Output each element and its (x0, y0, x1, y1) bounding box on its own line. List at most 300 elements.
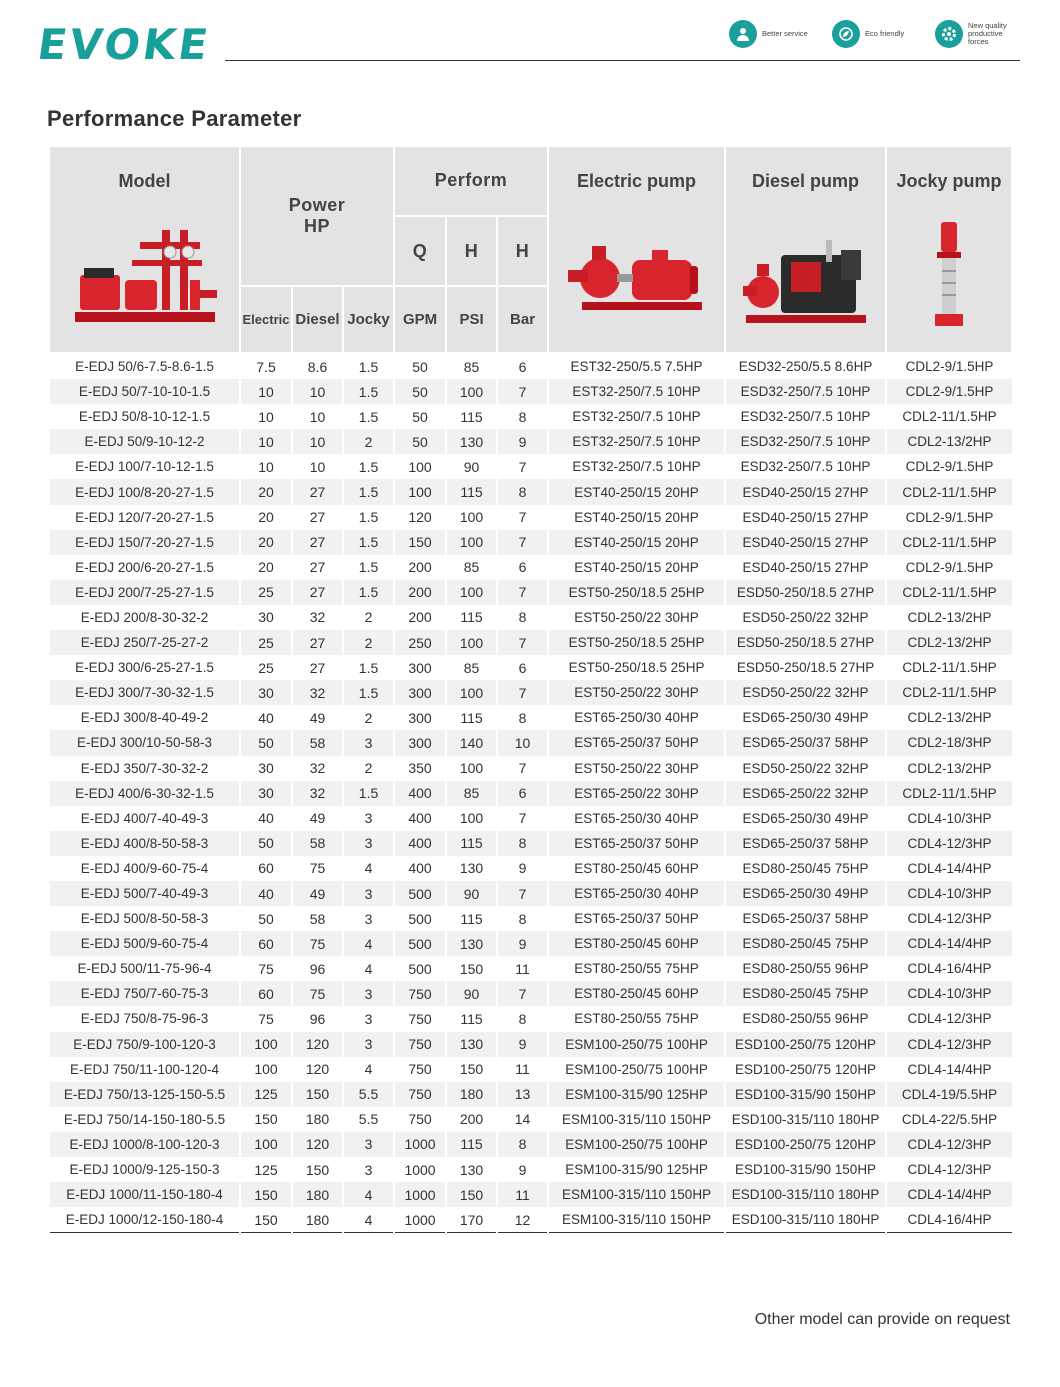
cell-jocky-pump: CDL2-13/2HP (886, 705, 1012, 730)
cell-power-electric: 60 (240, 981, 292, 1006)
cell-diesel-pump: ESD65-250/37 58HP (725, 831, 886, 856)
cell-model: E-EDJ 300/7-30-32-1.5 (49, 680, 240, 705)
cell-q-gpm: 300 (394, 655, 446, 680)
gear-icon (935, 20, 963, 48)
cell-h-bar: 9 (497, 429, 548, 454)
cell-h-bar: 8 (497, 404, 548, 429)
cell-electric-pump: ESM100-315/90 125HP (548, 1082, 725, 1107)
cell-h-psi: 130 (446, 856, 497, 881)
cell-power-jocky: 3 (343, 831, 394, 856)
cell-power-electric: 50 (240, 906, 292, 931)
cell-model: E-EDJ 300/8-40-49-2 (49, 705, 240, 730)
cell-h-psi: 180 (446, 1082, 497, 1107)
cell-q-gpm: 200 (394, 580, 446, 605)
cell-h-psi: 85 (446, 353, 497, 379)
cell-diesel-pump: ESD40-250/15 27HP (725, 505, 886, 530)
cell-power-diesel: 27 (292, 479, 343, 504)
cell-h-bar: 8 (497, 1006, 548, 1031)
cell-electric-pump: EST65-250/30 40HP (548, 806, 725, 831)
cell-power-jocky: 3 (343, 906, 394, 931)
cell-electric-pump: EST50-250/22 30HP (548, 605, 725, 630)
table-row (49, 831, 1012, 856)
cell-h-bar: 8 (497, 1132, 548, 1157)
cell-h-bar: 6 (497, 781, 548, 806)
cell-diesel-pump: ESD50-250/18.5 27HP (725, 655, 886, 680)
cell-electric-pump: EST65-250/37 50HP (548, 906, 725, 931)
cell-jocky-pump: CDL4-12/3HP (886, 831, 1012, 856)
cell-diesel-pump: ESD80-250/55 96HP (725, 1006, 886, 1031)
cell-q-gpm: 100 (394, 479, 446, 504)
cell-model: E-EDJ 750/14-150-180-5.5 (49, 1107, 240, 1132)
cell-h-bar: 7 (497, 756, 548, 781)
cell-power-diesel: 32 (292, 680, 343, 705)
cell-q-gpm: 1000 (394, 1207, 446, 1233)
cell-electric-pump: ESM100-315/110 150HP (548, 1107, 725, 1132)
cell-power-diesel: 96 (292, 956, 343, 981)
cell-jocky-pump: CDL4-12/3HP (886, 1006, 1012, 1031)
cell-power-jocky: 3 (343, 730, 394, 755)
cell-power-jocky: 4 (343, 1057, 394, 1082)
jocky-pump-image (887, 220, 1011, 330)
cell-power-electric: 20 (240, 505, 292, 530)
diesel-pump-image (726, 220, 885, 330)
header-unit-bar: Bar (497, 286, 548, 353)
cell-power-diesel: 49 (292, 806, 343, 831)
cell-model: E-EDJ 400/7-40-49-3 (49, 806, 240, 831)
cell-power-diesel: 75 (292, 931, 343, 956)
cell-power-jocky: 1.5 (343, 530, 394, 555)
table-row (49, 555, 1012, 580)
cell-diesel-pump: ESD32-250/7.5 10HP (725, 454, 886, 479)
cell-model: E-EDJ 500/7-40-49-3 (49, 881, 240, 906)
cell-diesel-pump: ESD65-250/37 58HP (725, 730, 886, 755)
cell-jocky-pump: CDL4-19/5.5HP (886, 1082, 1012, 1107)
cell-h-psi: 85 (446, 655, 497, 680)
cell-model: E-EDJ 50/7-10-10-1.5 (49, 379, 240, 404)
cell-jocky-pump: CDL4-14/4HP (886, 1057, 1012, 1082)
cell-power-electric: 40 (240, 806, 292, 831)
cell-power-diesel: 150 (292, 1157, 343, 1182)
cell-power-jocky: 2 (343, 705, 394, 730)
cell-q-gpm: 50 (394, 379, 446, 404)
cell-electric-pump: EST50-250/18.5 25HP (548, 630, 725, 655)
cell-model: E-EDJ 200/8-30-32-2 (49, 605, 240, 630)
cell-diesel-pump: ESD50-250/22 32HP (725, 680, 886, 705)
cell-electric-pump: EST50-250/18.5 25HP (548, 580, 725, 605)
cell-power-diesel: 10 (292, 454, 343, 479)
cell-electric-pump: ESM100-315/110 150HP (548, 1207, 725, 1233)
cell-power-diesel: 58 (292, 906, 343, 931)
cell-power-diesel: 10 (292, 379, 343, 404)
cell-power-jocky: 3 (343, 1032, 394, 1057)
cell-power-diesel: 32 (292, 605, 343, 630)
cell-power-jocky: 4 (343, 931, 394, 956)
cell-diesel-pump: ESD100-315/90 150HP (725, 1157, 886, 1182)
cell-model: E-EDJ 750/8-75-96-3 (49, 1006, 240, 1031)
cell-h-psi: 150 (446, 1057, 497, 1082)
table-row (49, 1182, 1012, 1207)
cell-power-jocky: 3 (343, 806, 394, 831)
cell-power-diesel: 32 (292, 781, 343, 806)
header-q: Q (394, 216, 446, 287)
cell-q-gpm: 1000 (394, 1157, 446, 1182)
cell-jocky-pump: CDL2-13/2HP (886, 756, 1012, 781)
cell-h-psi: 130 (446, 1032, 497, 1057)
header-unit-gpm: GPM (394, 286, 446, 353)
cell-h-bar: 6 (497, 555, 548, 580)
cell-diesel-pump: ESD32-250/5.5 8.6HP (725, 353, 886, 379)
cell-jocky-pump: CDL2-9/1.5HP (886, 379, 1012, 404)
header-h-bar: H (497, 216, 548, 287)
cell-q-gpm: 400 (394, 856, 446, 881)
table-row (49, 856, 1012, 881)
header-model: Model (49, 146, 240, 353)
cell-h-bar: 8 (497, 605, 548, 630)
cell-model: E-EDJ 400/9-60-75-4 (49, 856, 240, 881)
cell-electric-pump: ESM100-315/110 150HP (548, 1182, 725, 1207)
table-row (49, 1082, 1012, 1107)
cell-power-diesel: 27 (292, 580, 343, 605)
cell-model: E-EDJ 150/7-20-27-1.5 (49, 530, 240, 555)
table-row (49, 1207, 1012, 1233)
cell-h-bar: 8 (497, 479, 548, 504)
cell-electric-pump: ESM100-250/75 100HP (548, 1032, 725, 1057)
cell-diesel-pump: ESD100-250/75 120HP (725, 1057, 886, 1082)
brand-logo: EVOKE (34, 20, 214, 69)
cell-diesel-pump: ESD50-250/18.5 27HP (725, 630, 886, 655)
cell-power-jocky: 1.5 (343, 404, 394, 429)
badge-eco-friendly (832, 20, 917, 48)
header-power-jocky: Jocky (343, 286, 394, 353)
table-row (49, 530, 1012, 555)
cell-h-psi: 90 (446, 454, 497, 479)
cell-diesel-pump: ESD65-250/22 32HP (725, 781, 886, 806)
table-row (49, 806, 1012, 831)
cell-jocky-pump: CDL2-9/1.5HP (886, 555, 1012, 580)
cell-h-psi: 100 (446, 505, 497, 530)
cell-jocky-pump: CDL2-13/2HP (886, 429, 1012, 454)
cell-electric-pump: EST50-250/18.5 25HP (548, 655, 725, 680)
cell-h-bar: 8 (497, 705, 548, 730)
cell-model: E-EDJ 1000/12-150-180-4 (49, 1207, 240, 1233)
cell-power-jocky: 1.5 (343, 655, 394, 680)
cell-power-jocky: 1.5 (343, 580, 394, 605)
cell-power-diesel: 58 (292, 831, 343, 856)
cell-diesel-pump: ESD100-315/110 180HP (725, 1182, 886, 1207)
cell-h-psi: 100 (446, 806, 497, 831)
cell-model: E-EDJ 750/13-125-150-5.5 (49, 1082, 240, 1107)
cell-power-electric: 20 (240, 479, 292, 504)
cell-power-electric: 40 (240, 705, 292, 730)
cell-power-diesel: 120 (292, 1132, 343, 1157)
cell-power-diesel: 27 (292, 655, 343, 680)
cell-power-electric: 30 (240, 605, 292, 630)
cell-model: E-EDJ 500/8-50-58-3 (49, 906, 240, 931)
cell-model: E-EDJ 250/7-25-27-2 (49, 630, 240, 655)
table-row (49, 454, 1012, 479)
cell-h-psi: 115 (446, 404, 497, 429)
cell-diesel-pump: ESD65-250/30 49HP (725, 705, 886, 730)
table-row (49, 956, 1012, 981)
cell-q-gpm: 200 (394, 605, 446, 630)
cell-power-jocky: 2 (343, 429, 394, 454)
cell-power-diesel: 180 (292, 1182, 343, 1207)
cell-q-gpm: 500 (394, 931, 446, 956)
cell-diesel-pump: ESD32-250/7.5 10HP (725, 429, 886, 454)
cell-electric-pump: EST65-250/22 30HP (548, 781, 725, 806)
cell-jocky-pump: CDL2-11/1.5HP (886, 580, 1012, 605)
cell-q-gpm: 200 (394, 555, 446, 580)
header-power: Power HP (240, 146, 394, 286)
cell-power-electric: 30 (240, 756, 292, 781)
cell-diesel-pump: ESD50-250/22 32HP (725, 605, 886, 630)
table-row (49, 353, 1012, 379)
cell-jocky-pump: CDL4-14/4HP (886, 856, 1012, 881)
cell-power-electric: 100 (240, 1132, 292, 1157)
cell-model: E-EDJ 50/8-10-12-1.5 (49, 404, 240, 429)
cell-h-bar: 11 (497, 1182, 548, 1207)
table-row (49, 1006, 1012, 1031)
cell-h-bar: 10 (497, 730, 548, 755)
page-title: Performance Parameter (47, 106, 302, 131)
cell-electric-pump: EST40-250/15 20HP (548, 530, 725, 555)
cell-power-diesel: 75 (292, 856, 343, 881)
cell-diesel-pump: ESD40-250/15 27HP (725, 479, 886, 504)
cell-h-psi: 200 (446, 1107, 497, 1132)
table-row (49, 429, 1012, 454)
cell-diesel-pump: ESD50-250/18.5 27HP (725, 580, 886, 605)
cell-power-diesel: 120 (292, 1057, 343, 1082)
cell-h-psi: 115 (446, 605, 497, 630)
cell-q-gpm: 250 (394, 630, 446, 655)
cell-electric-pump: EST32-250/7.5 10HP (548, 379, 725, 404)
cell-q-gpm: 300 (394, 705, 446, 730)
cell-q-gpm: 750 (394, 1082, 446, 1107)
cell-jocky-pump: CDL4-12/3HP (886, 1032, 1012, 1057)
cell-power-electric: 25 (240, 655, 292, 680)
cell-q-gpm: 300 (394, 680, 446, 705)
cell-q-gpm: 500 (394, 906, 446, 931)
cell-h-psi: 85 (446, 781, 497, 806)
cell-h-psi: 130 (446, 429, 497, 454)
cell-jocky-pump: CDL4-12/3HP (886, 1157, 1012, 1182)
cell-power-electric: 20 (240, 530, 292, 555)
cell-power-electric: 75 (240, 956, 292, 981)
cell-model: E-EDJ 500/9-60-75-4 (49, 931, 240, 956)
cell-jocky-pump: CDL4-22/5.5HP (886, 1107, 1012, 1132)
cell-model: E-EDJ 750/11-100-120-4 (49, 1057, 240, 1082)
cell-q-gpm: 750 (394, 981, 446, 1006)
cell-h-bar: 6 (497, 655, 548, 680)
cell-model: E-EDJ 1000/11-150-180-4 (49, 1182, 240, 1207)
cell-power-jocky: 4 (343, 1182, 394, 1207)
cell-power-electric: 150 (240, 1107, 292, 1132)
cell-power-jocky: 1.5 (343, 781, 394, 806)
cell-model: E-EDJ 500/11-75-96-4 (49, 956, 240, 981)
cell-jocky-pump: CDL4-10/3HP (886, 981, 1012, 1006)
cell-h-psi: 115 (446, 1006, 497, 1031)
cell-power-electric: 10 (240, 454, 292, 479)
header-power-diesel: Diesel (292, 286, 343, 353)
cell-power-electric: 150 (240, 1182, 292, 1207)
cell-power-electric: 100 (240, 1057, 292, 1082)
cell-electric-pump: EST80-250/45 60HP (548, 981, 725, 1006)
table-row (49, 605, 1012, 630)
badge-label: Better service (762, 29, 808, 38)
cell-power-diesel: 27 (292, 630, 343, 655)
cell-h-psi: 170 (446, 1207, 497, 1233)
cell-h-bar: 9 (497, 1157, 548, 1182)
cell-model: E-EDJ 750/9-100-120-3 (49, 1032, 240, 1057)
table-row (49, 379, 1012, 404)
cell-electric-pump: EST80-250/45 60HP (548, 856, 725, 881)
cell-model: E-EDJ 350/7-30-32-2 (49, 756, 240, 781)
cell-q-gpm: 750 (394, 1107, 446, 1132)
cell-power-jocky: 3 (343, 881, 394, 906)
cell-power-electric: 30 (240, 781, 292, 806)
cell-jocky-pump: CDL2-18/3HP (886, 730, 1012, 755)
cell-model: E-EDJ 300/6-25-27-1.5 (49, 655, 240, 680)
cell-power-diesel: 8.6 (292, 353, 343, 379)
cell-jocky-pump: CDL2-11/1.5HP (886, 479, 1012, 504)
cell-power-jocky: 1.5 (343, 379, 394, 404)
cell-diesel-pump: ESD100-315/90 150HP (725, 1082, 886, 1107)
cell-model: E-EDJ 400/6-30-32-1.5 (49, 781, 240, 806)
cell-electric-pump: EST50-250/22 30HP (548, 680, 725, 705)
cell-h-bar: 11 (497, 956, 548, 981)
cell-power-jocky: 2 (343, 605, 394, 630)
cell-jocky-pump: CDL4-12/3HP (886, 906, 1012, 931)
cell-h-bar: 8 (497, 831, 548, 856)
cell-power-electric: 40 (240, 881, 292, 906)
cell-electric-pump: EST65-250/30 40HP (548, 705, 725, 730)
cell-model: E-EDJ 300/10-50-58-3 (49, 730, 240, 755)
cell-power-jocky: 5.5 (343, 1082, 394, 1107)
cell-h-psi: 100 (446, 756, 497, 781)
cell-diesel-pump: ESD100-315/110 180HP (725, 1207, 886, 1233)
cell-q-gpm: 750 (394, 1032, 446, 1057)
cell-diesel-pump: ESD80-250/55 96HP (725, 956, 886, 981)
cell-power-electric: 25 (240, 630, 292, 655)
cell-diesel-pump: ESD100-250/75 120HP (725, 1132, 886, 1157)
cell-power-diesel: 58 (292, 730, 343, 755)
cell-diesel-pump: ESD80-250/45 75HP (725, 981, 886, 1006)
cell-power-diesel: 32 (292, 756, 343, 781)
cell-jocky-pump: CDL2-11/1.5HP (886, 680, 1012, 705)
cell-h-bar: 9 (497, 856, 548, 881)
cell-jocky-pump: CDL2-11/1.5HP (886, 530, 1012, 555)
cell-q-gpm: 50 (394, 429, 446, 454)
cell-power-electric: 100 (240, 1032, 292, 1057)
header-diesel-pump: Diesel pump (725, 146, 886, 353)
cell-model: E-EDJ 400/8-50-58-3 (49, 831, 240, 856)
cell-q-gpm: 120 (394, 505, 446, 530)
cell-model: E-EDJ 200/7-25-27-1.5 (49, 580, 240, 605)
cell-h-psi: 150 (446, 1182, 497, 1207)
header-h-psi: H (446, 216, 497, 287)
cell-q-gpm: 50 (394, 353, 446, 379)
table-row (49, 1157, 1012, 1182)
footnote: Other model can provide on request (754, 1311, 1010, 1328)
cell-q-gpm: 1000 (394, 1132, 446, 1157)
cell-h-psi: 90 (446, 981, 497, 1006)
cell-h-bar: 8 (497, 906, 548, 931)
cell-h-bar: 7 (497, 454, 548, 479)
cell-diesel-pump: ESD80-250/45 75HP (725, 931, 886, 956)
cell-jocky-pump: CDL4-10/3HP (886, 806, 1012, 831)
table-row (49, 906, 1012, 931)
cell-h-psi: 100 (446, 379, 497, 404)
cell-q-gpm: 400 (394, 806, 446, 831)
cell-electric-pump: EST80-250/45 60HP (548, 931, 725, 956)
cell-q-gpm: 400 (394, 781, 446, 806)
table-row (49, 881, 1012, 906)
cell-h-bar: 7 (497, 680, 548, 705)
cell-power-jocky: 3 (343, 1006, 394, 1031)
cell-electric-pump: EST50-250/22 30HP (548, 756, 725, 781)
cell-q-gpm: 100 (394, 454, 446, 479)
cell-electric-pump: EST40-250/15 20HP (548, 555, 725, 580)
cell-h-bar: 14 (497, 1107, 548, 1132)
cell-model: E-EDJ 120/7-20-27-1.5 (49, 505, 240, 530)
cell-power-electric: 20 (240, 555, 292, 580)
cell-power-diesel: 10 (292, 404, 343, 429)
cell-power-diesel: 75 (292, 981, 343, 1006)
cell-model: E-EDJ 50/9-10-12-2 (49, 429, 240, 454)
cell-electric-pump: EST65-250/37 50HP (548, 831, 725, 856)
cell-h-psi: 115 (446, 705, 497, 730)
cell-diesel-pump: ESD100-250/75 120HP (725, 1032, 886, 1057)
cell-h-psi: 100 (446, 680, 497, 705)
cell-power-electric: 150 (240, 1207, 292, 1233)
table-row (49, 404, 1012, 429)
cell-power-jocky: 1.5 (343, 680, 394, 705)
cell-h-bar: 7 (497, 881, 548, 906)
cell-jocky-pump: CDL2-9/1.5HP (886, 505, 1012, 530)
cell-jocky-pump: CDL2-13/2HP (886, 605, 1012, 630)
cell-h-psi: 115 (446, 831, 497, 856)
cell-jocky-pump: CDL4-16/4HP (886, 956, 1012, 981)
cell-power-diesel: 10 (292, 429, 343, 454)
cell-power-electric: 60 (240, 856, 292, 881)
cell-power-jocky: 3 (343, 1132, 394, 1157)
cell-electric-pump: EST65-250/30 40HP (548, 881, 725, 906)
cell-electric-pump: EST32-250/7.5 10HP (548, 429, 725, 454)
table-row (49, 479, 1012, 504)
table-row (49, 756, 1012, 781)
cell-h-psi: 115 (446, 1132, 497, 1157)
cell-electric-pump: EST32-250/5.5 7.5HP (548, 353, 725, 379)
table-row (49, 580, 1012, 605)
cell-q-gpm: 300 (394, 730, 446, 755)
table-row (49, 981, 1012, 1006)
cell-power-jocky: 1.5 (343, 454, 394, 479)
cell-h-psi: 100 (446, 530, 497, 555)
cell-diesel-pump: ESD40-250/15 27HP (725, 530, 886, 555)
cell-model: E-EDJ 100/8-20-27-1.5 (49, 479, 240, 504)
cell-model: E-EDJ 200/6-20-27-1.5 (49, 555, 240, 580)
cell-h-bar: 7 (497, 806, 548, 831)
cell-power-electric: 30 (240, 680, 292, 705)
table-row (49, 630, 1012, 655)
cell-h-bar: 7 (497, 530, 548, 555)
cell-power-electric: 10 (240, 379, 292, 404)
cell-q-gpm: 500 (394, 956, 446, 981)
cell-diesel-pump: ESD32-250/7.5 10HP (725, 379, 886, 404)
cell-power-electric: 50 (240, 730, 292, 755)
cell-h-psi: 140 (446, 730, 497, 755)
cell-power-electric: 75 (240, 1006, 292, 1031)
